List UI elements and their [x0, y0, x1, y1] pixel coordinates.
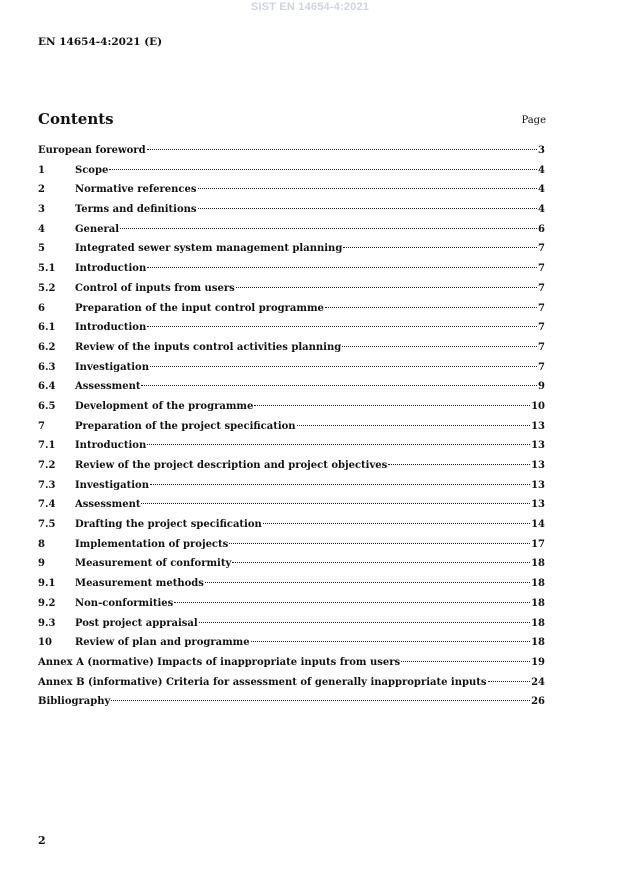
toc-entry-number: 9.2: [38, 597, 56, 609]
toc-entry-title: Investigation: [75, 361, 149, 373]
toc-entry-page: 13: [531, 460, 545, 471]
document-id: EN 14654-4:2021 (E): [38, 36, 163, 48]
toc-entry-page: 4: [538, 184, 545, 196]
toc-entry-title: Introduction: [75, 322, 147, 334]
toc-entry-number: 5.2: [38, 282, 56, 294]
toc-entry[interactable]: [38, 597, 545, 617]
toc-entry-title: Control of inputs from users: [75, 282, 235, 294]
toc-entry-page: 10: [531, 400, 545, 412]
toc-entry[interactable]: [38, 302, 545, 322]
toc-dot-leader: [109, 169, 537, 170]
toc-entry[interactable]: [38, 459, 545, 479]
toc-entry-page: 7: [538, 243, 545, 255]
toc-entry[interactable]: [38, 242, 545, 262]
toc-dot-leader: [141, 503, 530, 504]
toc-entry[interactable]: [38, 439, 545, 459]
toc-entry-title: Development of the programme: [75, 400, 254, 412]
toc-dot-leader: [147, 267, 537, 268]
toc-dot-leader: [198, 208, 538, 209]
toc-entry[interactable]: [38, 400, 545, 420]
toc-entry-title: Drafting the project specification: [75, 519, 262, 531]
toc-entry[interactable]: [38, 498, 545, 518]
toc-dot-leader: [205, 582, 530, 583]
toc-entry-number: 4: [38, 223, 45, 235]
toc-entry-number: 7.3: [38, 479, 56, 491]
toc-dot-leader: [232, 562, 530, 563]
toc-dot-leader: [263, 523, 530, 524]
toc-entry-number: 7.5: [38, 519, 56, 531]
toc-entry-number: 6.2: [38, 341, 56, 353]
toc-entry[interactable]: [38, 321, 545, 341]
toc-entry[interactable]: [38, 557, 545, 577]
toc-entry-title: Normative references: [75, 184, 197, 196]
toc-entry[interactable]: [38, 380, 545, 400]
toc-entry-page: 13: [531, 479, 545, 491]
toc-entry-number: 9.3: [38, 617, 56, 629]
toc-dot-leader: [147, 149, 537, 150]
toc-entry-number: 9: [38, 558, 45, 570]
toc-dot-leader: [254, 405, 530, 406]
toc-dot-leader: [488, 681, 531, 682]
toc-dot-leader: [325, 307, 537, 308]
toc-entry-number: 7.4: [38, 499, 56, 511]
toc-dot-leader: [147, 326, 537, 327]
toc-dot-leader: [174, 602, 530, 603]
toc-entry-page: 7: [538, 302, 545, 314]
toc-entry[interactable]: [38, 577, 545, 597]
toc-entry[interactable]: [38, 479, 545, 499]
toc-entry[interactable]: [38, 183, 545, 203]
toc-entry-page: 7: [538, 361, 545, 373]
watermark: SIST EN 14654-4:2021: [250, 1, 370, 13]
toc-entry-page: 6: [538, 223, 545, 235]
toc-entry-title: Introduction: [75, 440, 147, 452]
toc-entry-page: 9: [538, 381, 545, 393]
toc-entry-number: 5: [38, 243, 45, 255]
toc-entry-number: 6.1: [38, 322, 56, 334]
toc-entry-number: 7.1: [38, 440, 56, 452]
toc-entry-title: Non-conformities: [75, 597, 174, 609]
toc-dot-leader: [236, 287, 537, 288]
toc-entry-number: 2: [38, 184, 45, 196]
toc-entry-title: Introduction: [75, 263, 147, 275]
toc-entry-number: 7: [38, 420, 45, 432]
toc-entry[interactable]: [38, 676, 545, 696]
toc-entry[interactable]: [38, 617, 545, 637]
toc-entry-page: 24: [531, 676, 545, 688]
toc-dot-leader: [120, 228, 537, 229]
toc-entry-page: 13: [531, 440, 545, 452]
toc-entry-page: 7: [538, 341, 545, 353]
toc-entry[interactable]: [38, 636, 545, 656]
toc-entry-page: 14: [531, 519, 545, 531]
toc-entry[interactable]: [38, 538, 545, 558]
toc-entry-number: 9.1: [38, 578, 56, 590]
toc-entry-number: 8: [38, 538, 45, 550]
toc-entry-page: 3: [538, 145, 545, 156]
toc-entry-page: 7: [538, 282, 545, 294]
toc-entry-page: 7: [538, 322, 545, 334]
toc-entry-title: Annex A (normative) Impacts of inappropriate inputs from users: [38, 656, 401, 668]
toc-entry-number: 6.3: [38, 361, 56, 373]
toc-dot-leader: [111, 700, 530, 701]
toc-entry-number: 3: [38, 204, 45, 216]
toc-entry-title: Integrated sewer system management planning: [75, 243, 343, 255]
toc-dot-leader: [297, 425, 531, 426]
toc-entry-page: 18: [531, 578, 545, 590]
toc-entry-number: 6: [38, 302, 45, 314]
toc-entry-page: 4: [538, 164, 545, 176]
page-column-label: Page: [521, 115, 546, 126]
toc-entry[interactable]: [38, 144, 545, 164]
toc-dot-leader: [150, 484, 530, 485]
toc-entry-title: General: [75, 223, 120, 235]
toc-entry-page: 18: [531, 617, 545, 629]
toc-dot-leader: [388, 464, 530, 465]
toc-entry[interactable]: [38, 164, 545, 184]
toc-dot-leader: [141, 385, 537, 386]
toc-entry-page: 4: [538, 204, 545, 216]
toc-dot-leader: [401, 661, 530, 662]
toc-entry-number: 6.5: [38, 400, 56, 412]
toc-entry[interactable]: [38, 361, 545, 381]
toc-entry-title: Post project appraisal: [75, 617, 198, 629]
toc-entry-page: 19: [531, 656, 545, 668]
toc-dot-leader: [147, 444, 530, 445]
contents-title: Contents: [38, 110, 114, 128]
toc-entry-title: Terms and definitions: [75, 204, 197, 216]
toc-entry-page: 7: [538, 263, 545, 275]
toc-entry-title: Bibliography: [38, 696, 111, 708]
toc-dot-leader: [229, 543, 530, 544]
toc-entry-title: Annex B (informative) Criteria for assessment of generally inappropriate inputs: [38, 676, 487, 688]
toc-entry-title: European foreword: [38, 145, 146, 156]
toc-entry[interactable]: [38, 656, 545, 676]
toc-entry[interactable]: [38, 262, 545, 282]
toc-entry-title: Scope: [75, 164, 109, 176]
toc-dot-leader: [198, 188, 538, 189]
toc-entry-title: Preparation of the project specification: [75, 420, 296, 432]
toc-entry[interactable]: [38, 420, 545, 440]
toc-entry-number: 10: [38, 637, 52, 649]
toc-entry-title: Measurement of conformity: [75, 558, 232, 570]
toc-dot-leader: [251, 641, 530, 642]
toc-entry[interactable]: [38, 203, 545, 223]
toc-entry-title: Review of plan and programme: [75, 637, 250, 649]
toc-entry-title: Assessment: [75, 381, 141, 393]
toc-entry-title: Review of the inputs control activities planning: [75, 341, 342, 353]
toc-dot-leader: [199, 622, 530, 623]
toc-entry-page: 18: [531, 637, 545, 649]
toc-dot-leader: [150, 366, 537, 367]
toc-entry-title: Investigation: [75, 479, 149, 491]
toc-entry-title: Preparation of the input control programme: [75, 302, 324, 314]
toc-entry[interactable]: [38, 695, 545, 715]
toc-entry[interactable]: [38, 282, 545, 302]
toc-entry[interactable]: [38, 223, 545, 243]
toc-entry-page: 18: [531, 558, 545, 570]
toc-entry-page: 17: [531, 538, 545, 550]
toc-entry[interactable]: [38, 518, 545, 538]
toc-entry-number: 5.1: [38, 263, 56, 275]
toc-entry-title: Measurement methods: [75, 578, 204, 590]
toc-entry[interactable]: [38, 341, 545, 361]
toc-dot-leader: [343, 247, 537, 248]
toc-entry-title: Review of the project description and project objectives: [75, 460, 388, 471]
page-number: 2: [38, 834, 46, 847]
toc-entry-number: 6.4: [38, 381, 56, 393]
toc-entry-page: 26: [531, 696, 545, 708]
toc-entry-page: 13: [531, 420, 545, 432]
toc-dot-leader: [342, 346, 537, 347]
table-of-contents: [38, 144, 545, 715]
toc-entry-page: 13: [531, 499, 545, 511]
toc-entry-title: Assessment: [75, 499, 141, 511]
toc-entry-number: 1: [38, 164, 45, 176]
toc-entry-page: 18: [531, 597, 545, 609]
toc-entry-number: 7.2: [38, 460, 56, 471]
toc-entry-title: Implementation of projects: [75, 538, 229, 550]
